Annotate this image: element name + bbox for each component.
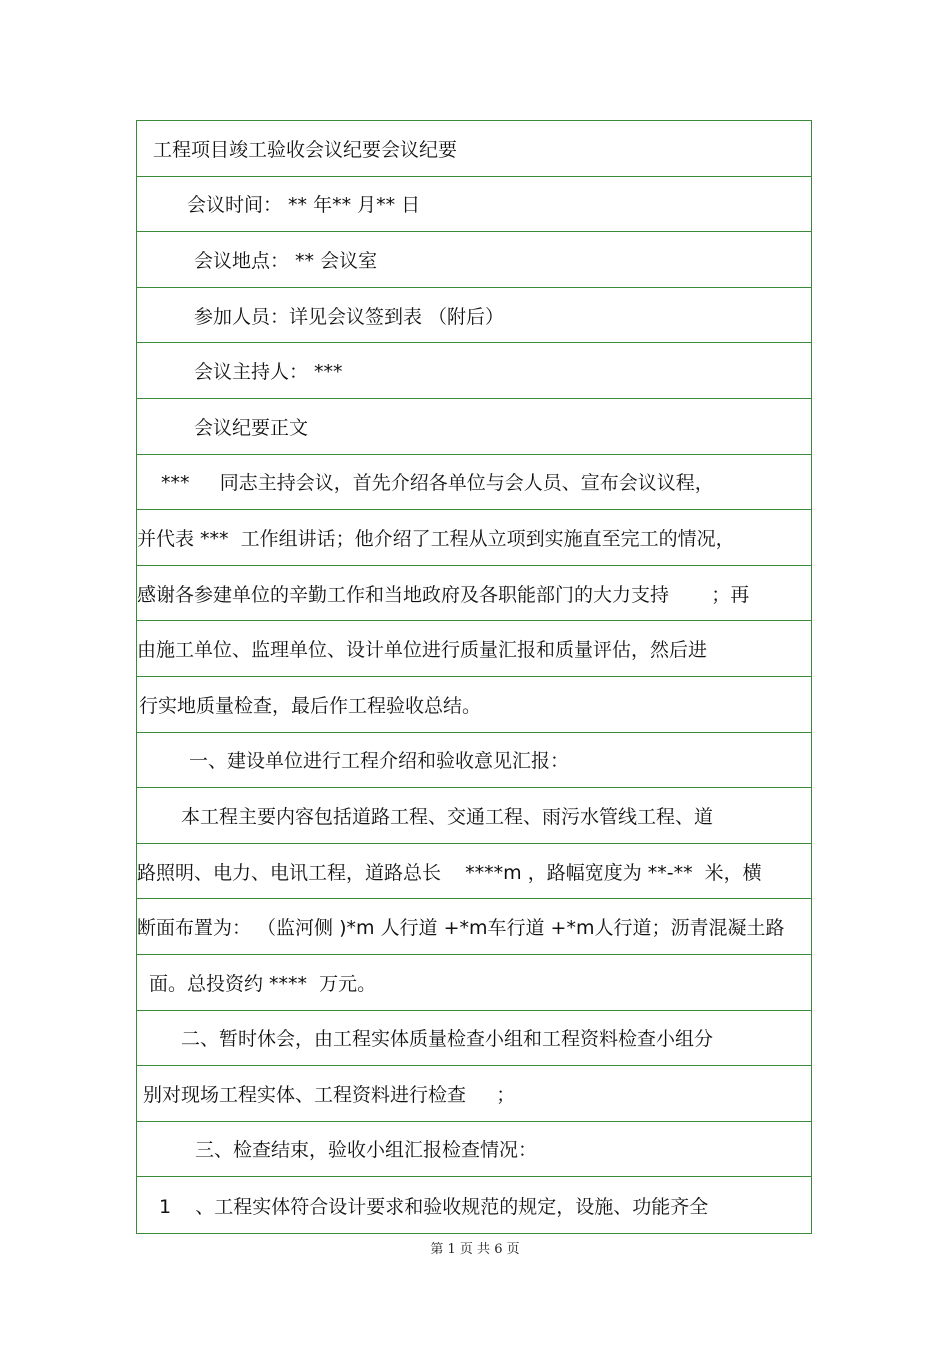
meeting-time-text: 会议时间： ** 年** 月** 日: [187, 194, 421, 217]
paragraph-line-text: 断面布置为： （监河侧 )*m 人行道 +*m车行道 +*m人行道；沥青混凝土路: [137, 917, 785, 940]
paragraph-line: [137, 455, 811, 511]
paragraph-line-text: *** 同志主持会议，首先介绍各单位与会人员、宣布会议议程，: [161, 472, 714, 495]
list-item-text: 1 、工程实体符合设计要求和验收规范的规定，设施、功能齐全: [159, 1195, 709, 1218]
section-heading-row: [137, 1122, 811, 1178]
paragraph-line: [137, 621, 811, 677]
meeting-time-row: [137, 177, 811, 233]
paragraph-line: [137, 677, 811, 733]
host-row: [137, 343, 811, 399]
paragraph-line-text: 行实地质量检查，最后作工程验收总结。: [139, 694, 482, 717]
list-item-row: [137, 1177, 811, 1233]
attendees-text: 参加人员：详见会议签到表 （附后）: [194, 305, 505, 328]
paragraph-line-text: 别对现场工程实体、工程资料进行检查 ；: [143, 1083, 516, 1106]
minutes-table: [136, 120, 812, 1234]
attendees-row: [137, 288, 811, 344]
meeting-location-row: [137, 232, 811, 288]
page-indicator: 第 1 页 共 6 页: [430, 1242, 520, 1257]
paragraph-line: [137, 788, 811, 844]
paragraph-line-text: 路照明、电力、电讯工程，道路总长 ****m ，路幅宽度为 **-** 米，横: [137, 861, 762, 884]
section-heading-row: [137, 1011, 811, 1067]
body-heading-text: 会议纪要正文: [194, 416, 309, 439]
body-heading-row: [137, 399, 811, 455]
paragraph-line: [137, 510, 811, 566]
document-title-row: [137, 121, 811, 177]
document-title: 工程项目竣工验收会议纪要会议纪要: [153, 138, 458, 161]
section-heading-row: [137, 733, 811, 789]
section-heading-text: 二、暂时休会，由工程实体质量检查小组和工程资料检查小组分: [181, 1028, 714, 1051]
section-heading-text: 三、检查结束，验收小组汇报检查情况：: [195, 1139, 538, 1162]
paragraph-line: [137, 844, 811, 900]
paragraph-line-text: 本工程主要内容包括道路工程、交通工程、雨污水管线工程、道: [181, 805, 714, 828]
host-text: 会议主持人： ***: [194, 361, 343, 384]
paragraph-line-text: 并代表 *** 工作组讲话；他介绍了工程从立项到实施直至完工的情况，: [137, 527, 735, 550]
paragraph-line: [137, 566, 811, 622]
paragraph-line: [137, 955, 811, 1011]
section-heading-text: 一、建设单位进行工程介绍和验收意见汇报：: [189, 750, 570, 773]
paragraph-line-text: 感谢各参建单位的辛勤工作和当地政府及各职能部门的大力支持 ；再: [137, 583, 750, 606]
meeting-location-text: 会议地点： ** 会议室: [194, 249, 378, 272]
paragraph-line: [137, 1066, 811, 1122]
paragraph-line-text: 面。总投资约 **** 万元。: [149, 972, 377, 995]
paragraph-line: [137, 899, 811, 955]
paragraph-line-text: 由施工单位、监理单位、设计单位进行质量汇报和质量评估，然后进: [137, 639, 708, 662]
